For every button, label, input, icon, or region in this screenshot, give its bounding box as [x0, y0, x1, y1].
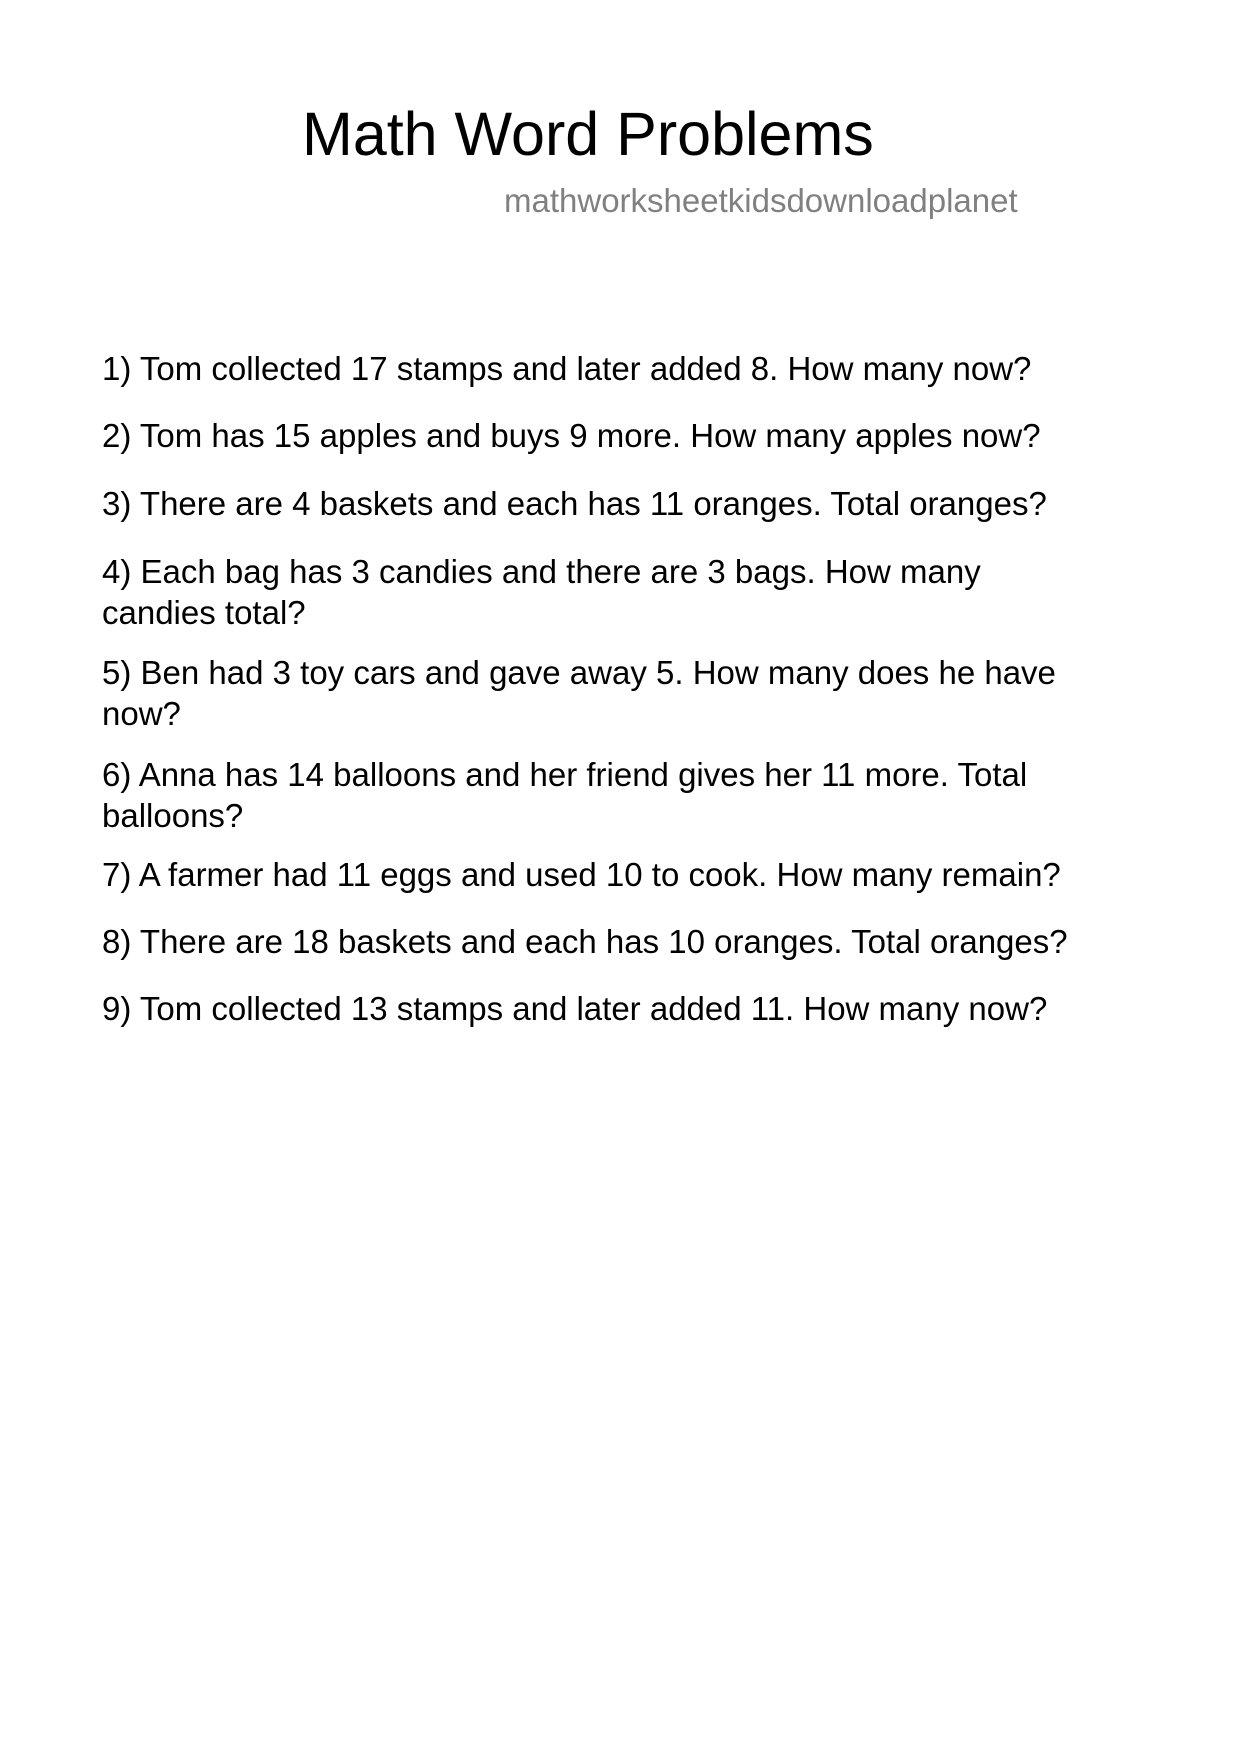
problem-text: 5) Ben had 3 toy cars and gave away 5. How many does he have [102, 654, 1056, 691]
page-subtitle: mathworksheetkidsdownloadplanet [504, 182, 1018, 219]
page-title: Math Word Problems [302, 100, 874, 168]
problem-item-2 [102, 415, 1041, 456]
problem-text-continued: balloons? [102, 797, 244, 834]
problem-item-3 [102, 483, 1047, 524]
problem-item-8 [102, 921, 1068, 962]
problem-item-7 [102, 854, 1061, 895]
problem-text: 9) Tom collected 13 stamps and later added 11. How many now? [102, 990, 1048, 1027]
problem-item-9 [102, 988, 1047, 1029]
problem-text: 6) Anna has 14 balloons and her friend gives her 11 more. Total [102, 756, 1028, 793]
problem-text-continued: now? [102, 695, 181, 732]
problem-text: 2) Tom has 15 apples and buys 9 more. How many apples now? [102, 417, 1041, 454]
problem-text: 1) Tom collected 17 stamps and later added 8. How many now? [102, 350, 1032, 387]
problem-item-5 [102, 652, 1056, 734]
problem-item-4 [102, 551, 981, 633]
problem-text-continued: candies total? [102, 594, 306, 631]
problem-text: 4) Each bag has 3 candies and there are 3 bags. How many [102, 553, 981, 590]
problem-item-1 [102, 348, 1031, 389]
problem-text: 7) A farmer had 11 eggs and used 10 to cook. How many remain? [102, 856, 1061, 893]
problem-item-6 [102, 754, 1027, 836]
problem-text: 3) There are 4 baskets and each has 11 oranges. Total oranges? [102, 485, 1047, 522]
problem-text: 8) There are 18 baskets and each has 10 oranges. Total oranges? [102, 923, 1068, 960]
